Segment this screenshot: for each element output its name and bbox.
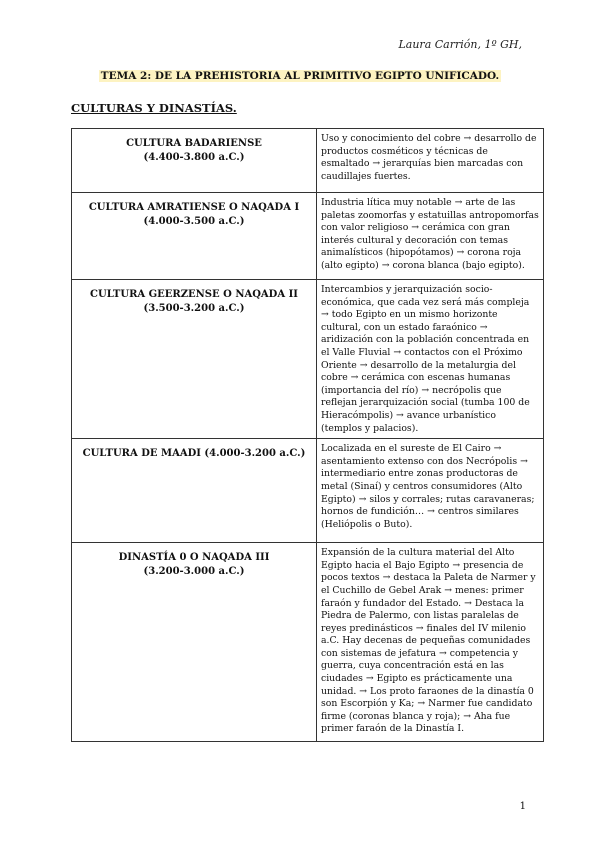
table-row bbox=[72, 543, 544, 742]
document-title bbox=[0, 70, 600, 82]
culture-name: CULTURA BADARIENSE (4.400-3.800 a.C.) bbox=[72, 129, 317, 193]
culture-name: CULTURA GEERZENSE O NAQADA II (3.500-3.200 a.C.) bbox=[72, 280, 317, 439]
table-row bbox=[72, 439, 544, 543]
section-title: CULTURAS Y DINASTÍAS. bbox=[71, 101, 237, 115]
culture-description: Expansión de la cultura material del Alto Egipto hacia el Bajo Egipto → presencia de pocos textos → destaca la Paleta de Narmer y el Cuchillo de Gebel Arak → menes: primer faraón y fundador del Estado. → Destaca la Piedra de Palermo, con listas paralelas de reyes predinásticos → finales del IV milenio a.C. Hay decenas de pequeñas comunidades con sistemas de jefatura → competencia y guerra, cuya concentración está en las ciudades → Egipto es prácticamente una unidad. → Los proto faraones de la dinastía 0 son Escorpión y Ka; → Narmer fue candidato firme (coronas blanca y roja); → Aha fue primer faraón de la Dinastía I. bbox=[317, 543, 544, 742]
table-row bbox=[72, 193, 544, 280]
culture-description: Industria lítica muy notable → arte de las paletas zoomorfas y estatuillas antropomorfas con valor religioso → cerámica con gran interés cultural y decoración con temas animalísticos (hipopótamos) → corona roja (alto egipto) → corona blanca (bajo egipto). bbox=[317, 193, 544, 280]
author-name: Laura Carrión, 1º GH, bbox=[398, 38, 522, 51]
table-row bbox=[72, 280, 544, 439]
culture-description: Uso y conocimiento del cobre → desarrollo de productos cosméticos y técnicas de esmaltado → jerarquías bien marcadas con caudillajes fuertes. bbox=[317, 129, 544, 193]
culture-name: CULTURA DE MAADI (4.000-3.200 a.C.) bbox=[72, 439, 317, 543]
cultures-table bbox=[71, 128, 544, 742]
table-row bbox=[72, 129, 544, 193]
culture-name: CULTURA AMRATIENSE O NAQADA I (4.000-3.500 a.C.) bbox=[72, 193, 317, 280]
culture-name: DINASTÍA 0 O NAQADA III (3.200-3.000 a.C.) bbox=[72, 543, 317, 742]
document-title-text: TEMA 2: DE LA PREHISTORIA AL PRIMITIVO EGIPTO UNIFICADO. bbox=[100, 70, 500, 82]
page-number: 1 bbox=[519, 801, 526, 812]
culture-description: Intercambios y jerarquización socio-económica, que cada vez será más compleja → todo Egipto en un mismo horizonte cultural, con un estado faraónico → aridización con la población concentrada en el Valle Fluvial → contactos con el Próximo Oriente → desarrollo de la metalurgia del cobre → cerámica con escenas humanas (importancia del río) → necrópolis que reflejan jerarquización social (tumba 100 de Hieracómpolis) → avance urbanístico (templos y palacios). bbox=[317, 280, 544, 439]
culture-description: Localizada en el sureste de El Cairo → asentamiento extenso con dos Necrópolis → intermediario entre zonas productoras de metal (Sinaí) y centros consumidores (Alto Egipto) → silos y corrales; rutas caravaneras; hornos de fundición… → centros similares (Heliópolis o Buto). bbox=[317, 439, 544, 543]
